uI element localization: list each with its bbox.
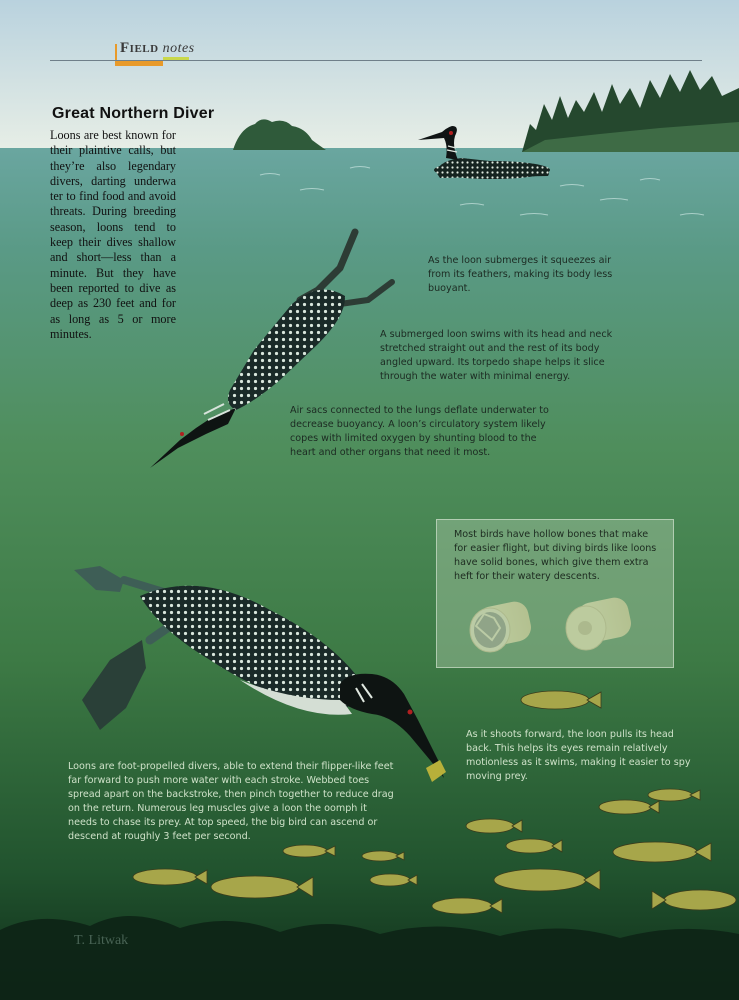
- caption-feet: Loons are foot-propelled divers, able to extend their flipper-like feet far forward to push more water with each stroke. Webbed toes spread apart on the backstroke, then pinch together to reduce drag on the return. Numerous leg muscles give a loon the oomph it needs to chase its prey. At top speed, the big bird can ascend or descend at roughly 3 feet per second.: [68, 761, 394, 842]
- intro-paragraph: Loons are best known for their plaintive calls, but they’re also legendary divers, darting underwa ter to find food and avoid threats. During breeding season, loons tend to keep their dives shallow and short—less than a minute. But they have been reported to dive as deep as 230 feet and for as long as 5 or more minutes.: [50, 128, 176, 341]
- caption-air-sacs: Air sacs connected to the lungs deflate underwater to decrease buoyancy. A loon’s circulatory system likely copes with limited oxygen by shunting blood to the heart and other organs that need it most.: [290, 405, 549, 458]
- caption-head-back: As it shoots forward, the loon pulls its head back. This helps its eyes remain relatively motionless as it swims, making it easier to spy moving prey.: [466, 729, 691, 782]
- caption-submerge: As the loon submerges it squeezes air from its feathers, making its body less buoyant.: [428, 255, 613, 294]
- section-header: [120, 40, 195, 57]
- artist-signature: T. Litwak: [74, 933, 129, 948]
- header-notes-word: notes: [162, 41, 195, 56]
- header-field-word: Field: [120, 40, 159, 56]
- caption-bones: Most birds have hollow bones that make for easier flight, but diving birds like loons have solid bones, which give them extra heft for their watery descents.: [454, 529, 657, 582]
- header-accent-bar: [115, 61, 163, 66]
- header-accent-bar-green: [163, 57, 189, 60]
- bones-info-box: [436, 519, 674, 668]
- caption-torpedo: A submerged loon swims with its head and neck stretched straight out and the rest of its body angled upward. Its torpedo shape helps it slice through the water with minimal energy.: [380, 329, 613, 382]
- page-title: Great Northern Diver: [52, 105, 215, 122]
